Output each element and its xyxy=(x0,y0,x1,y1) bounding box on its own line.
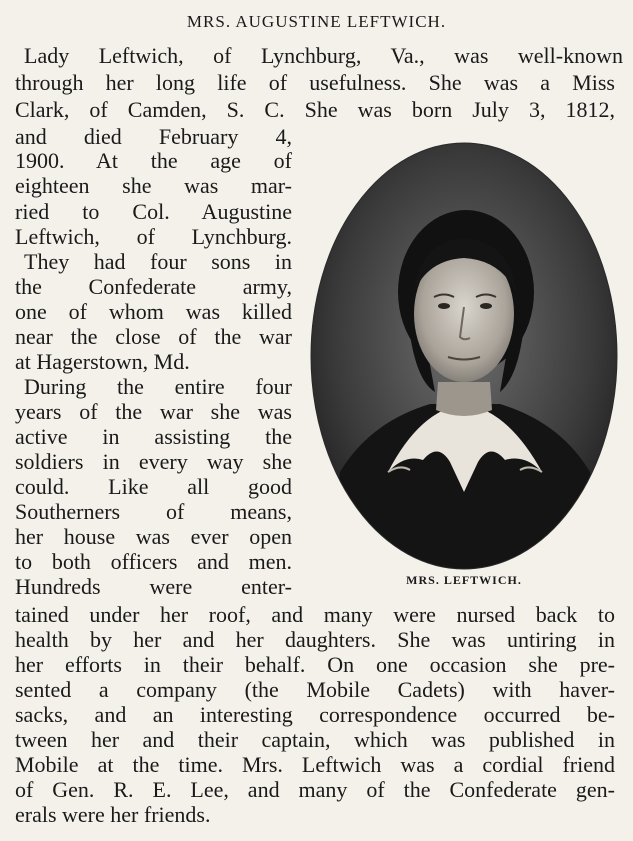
text-line: of Gen. R. E. Lee, and many of the Confederate gen- xyxy=(15,777,615,802)
text-line: They had four sons in xyxy=(24,249,292,274)
article-title: MRS. AUGUSTINE LEFTWICH. xyxy=(186,12,447,31)
text-line: 1900. At the age of xyxy=(15,148,292,173)
text-line: to both officers and men. xyxy=(15,549,292,574)
text-line: sacks, and an interesting correspondence occurred be- xyxy=(15,702,615,727)
text-line: Southerners of means, xyxy=(15,499,292,524)
text-line: Leftwich, of Lynchburg. xyxy=(15,224,292,249)
text-line: ried to Col. Augustine xyxy=(15,199,292,224)
portrait-photo xyxy=(310,142,618,570)
text-line: her efforts in their behalf. On one occasion she pre- xyxy=(15,652,615,677)
text-line: Lady Leftwich, of Lynchburg, Va., was well-known xyxy=(24,43,623,68)
text-line: active in assisting the xyxy=(15,424,292,449)
text-line: soldiers in every way she xyxy=(15,449,292,474)
text-line: one of whom was killed xyxy=(15,299,292,324)
text-line: sented a company (the Mobile Cadets) with haver- xyxy=(15,677,615,702)
text-line: her house was ever open xyxy=(15,524,292,549)
portrait-caption: MRS. LEFTWICH. xyxy=(406,573,522,587)
text-line: eighteen she was mar- xyxy=(15,173,292,198)
text-line: Hundreds were enter- xyxy=(15,574,292,599)
text-line: could. Like all good xyxy=(15,474,292,499)
text-line: Clark, of Camden, S. C. She was born July 3, 1812, xyxy=(15,97,615,122)
text-line: tween her and their captain, which was published in xyxy=(15,727,615,752)
text-line: erals were her friends. xyxy=(15,802,211,827)
text-line: health by her and her daughters. She was untiring in xyxy=(15,627,615,652)
text-line: tained under her roof, and many were nursed back to xyxy=(15,602,615,627)
text-line: years of the war she was xyxy=(15,399,292,424)
text-line: near the close of the war xyxy=(15,324,292,349)
text-line: through her long life of usefulness. She was a Miss xyxy=(15,70,615,95)
text-line: the Confederate army, xyxy=(15,274,292,299)
text-line: at Hagerstown, Md. xyxy=(15,349,190,374)
text-line: Mobile at the time. Mrs. Leftwich was a cordial friend xyxy=(15,752,615,777)
text-line: During the entire four xyxy=(24,374,292,399)
text-line: and died February 4, xyxy=(15,124,292,149)
